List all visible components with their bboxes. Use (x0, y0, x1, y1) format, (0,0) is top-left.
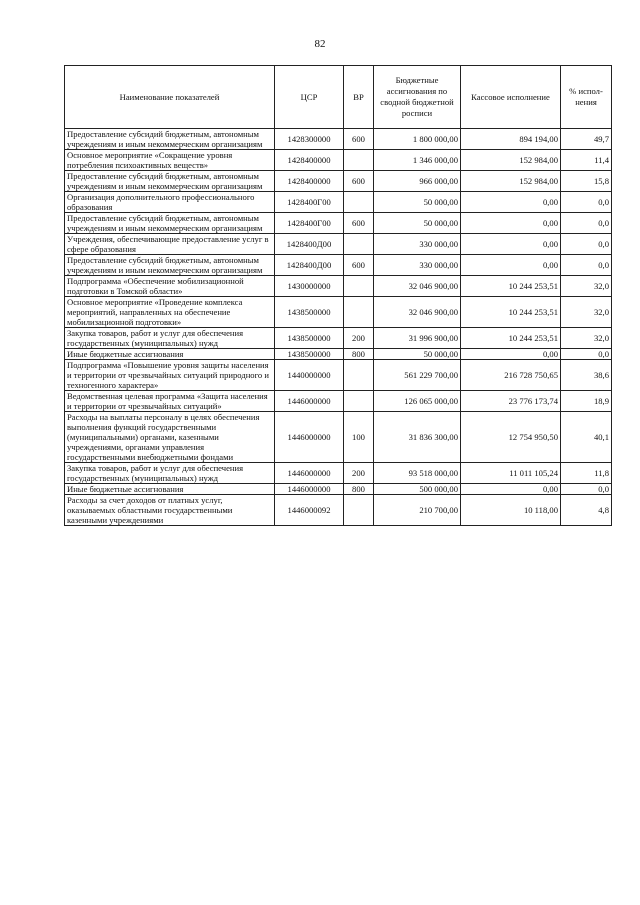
table-row (65, 276, 612, 297)
row-budget: 330 000,00 (374, 234, 461, 255)
table-row (65, 391, 612, 412)
row-cash: 23 776 173,74 (461, 391, 561, 412)
table-row (65, 234, 612, 255)
header-budget: Бюджетные ассигнования по сводной бюджетной росписи (374, 66, 461, 129)
row-budget: 50 000,00 (374, 192, 461, 213)
table-row (65, 150, 612, 171)
table-row (65, 192, 612, 213)
row-vr (344, 495, 374, 526)
row-csr: 1446000000 (275, 412, 344, 463)
row-budget: 32 046 900,00 (374, 297, 461, 328)
row-csr: 1428300000 (275, 129, 344, 150)
row-pct: 0,0 (561, 192, 612, 213)
row-pct: 0,0 (561, 213, 612, 234)
row-name: Основное мероприятие «Проведение комплекса мероприятий, направленных на обеспечение мобилизационной подготовки» (65, 297, 275, 328)
row-name: Учреждения, обеспечивающие предоставление услуг в сфере образования (65, 234, 275, 255)
row-csr: 1428400000 (275, 150, 344, 171)
row-cash: 10 118,00 (461, 495, 561, 526)
row-pct: 49,7 (561, 129, 612, 150)
row-csr: 1428400Д00 (275, 255, 344, 276)
table-row (65, 463, 612, 484)
header-vr: ВР (344, 66, 374, 129)
row-pct: 0,0 (561, 484, 612, 495)
row-csr: 1428400Г00 (275, 213, 344, 234)
row-csr: 1446000092 (275, 495, 344, 526)
table-row (65, 213, 612, 234)
row-budget: 93 518 000,00 (374, 463, 461, 484)
row-vr (344, 276, 374, 297)
row-pct: 0,0 (561, 255, 612, 276)
row-name: Основное мероприятие «Сокращение уровня потребления психоактивных веществ» (65, 150, 275, 171)
row-pct: 32,0 (561, 297, 612, 328)
row-budget: 500 000,00 (374, 484, 461, 495)
row-cash: 11 011 105,24 (461, 463, 561, 484)
budget-execution-table (64, 65, 612, 526)
row-name: Расходы за счет доходов от платных услуг, оказываемых областными государственными казенными учреждениями (65, 495, 275, 526)
row-pct: 15,8 (561, 171, 612, 192)
row-vr (344, 360, 374, 391)
row-cash: 10 244 253,51 (461, 328, 561, 349)
table-row (65, 171, 612, 192)
row-pct: 40,1 (561, 412, 612, 463)
row-cash: 216 728 750,65 (461, 360, 561, 391)
table-row (65, 328, 612, 349)
row-name: Иные бюджетные ассигнования (65, 484, 275, 495)
header-cash: Кассовое исполнение (461, 66, 561, 129)
table-row (65, 495, 612, 526)
table-row (65, 297, 612, 328)
table-row (65, 255, 612, 276)
row-vr: 200 (344, 463, 374, 484)
row-vr: 200 (344, 328, 374, 349)
row-name: Предоставление субсидий бюджетным, автономным учреждениям и иным некоммерческим организациям (65, 129, 275, 150)
table-row (65, 484, 612, 495)
row-budget: 126 065 000,00 (374, 391, 461, 412)
row-budget: 1 800 000,00 (374, 129, 461, 150)
row-vr: 600 (344, 255, 374, 276)
row-name: Предоставление субсидий бюджетным, автономным учреждениям и иным некоммерческим организациям (65, 171, 275, 192)
row-budget: 1 346 000,00 (374, 150, 461, 171)
table-row (65, 412, 612, 463)
row-name: Иные бюджетные ассигнования (65, 349, 275, 360)
row-cash: 0,00 (461, 484, 561, 495)
table-body (65, 129, 612, 526)
row-name: Ведомственная целевая программа «Защита населения и территории от чрезвычайных ситуаций» (65, 391, 275, 412)
row-budget: 32 046 900,00 (374, 276, 461, 297)
row-csr: 1428400Г00 (275, 192, 344, 213)
row-vr: 800 (344, 484, 374, 495)
row-budget: 31 836 300,00 (374, 412, 461, 463)
table-row (65, 349, 612, 360)
row-name: Закупка товаров, работ и услуг для обеспечения государственных (муниципальных) нужд (65, 463, 275, 484)
row-pct: 18,9 (561, 391, 612, 412)
row-budget: 210 700,00 (374, 495, 461, 526)
row-pct: 0,0 (561, 234, 612, 255)
row-csr: 1438500000 (275, 328, 344, 349)
row-cash: 10 244 253,51 (461, 276, 561, 297)
header-pct: % испол-нения (561, 66, 612, 129)
row-pct: 32,0 (561, 328, 612, 349)
row-vr: 800 (344, 349, 374, 360)
row-cash: 0,00 (461, 213, 561, 234)
table-row (65, 129, 612, 150)
row-pct: 38,6 (561, 360, 612, 391)
row-cash: 0,00 (461, 234, 561, 255)
row-cash: 10 244 253,51 (461, 297, 561, 328)
row-vr (344, 297, 374, 328)
row-budget: 330 000,00 (374, 255, 461, 276)
row-pct: 0,0 (561, 349, 612, 360)
row-vr: 600 (344, 171, 374, 192)
row-csr: 1438500000 (275, 349, 344, 360)
row-csr: 1430000000 (275, 276, 344, 297)
row-csr: 1446000000 (275, 391, 344, 412)
row-pct: 11,8 (561, 463, 612, 484)
row-vr (344, 150, 374, 171)
table-row (65, 360, 612, 391)
row-name: Расходы на выплаты персоналу в целях обеспечения выполнения функций государственными (муниципальными) органами, казенными учреждениями, органами управления государственными внебюджетными фондами (65, 412, 275, 463)
page-number: 82 (314, 38, 326, 50)
row-budget: 31 996 900,00 (374, 328, 461, 349)
row-name: Подпрограмма «Обеспечение мобилизационной подготовки в Томской области» (65, 276, 275, 297)
row-name: Подпрограмма «Повышение уровня защиты населения и территории от чрезвычайных ситуаций природного и техногенного характера» (65, 360, 275, 391)
row-budget: 50 000,00 (374, 213, 461, 234)
row-cash: 0,00 (461, 255, 561, 276)
row-cash: 152 984,00 (461, 171, 561, 192)
header-name: Наименование показателей (65, 66, 275, 129)
row-csr: 1446000000 (275, 463, 344, 484)
row-vr (344, 391, 374, 412)
table-header-row (65, 66, 612, 129)
row-pct: 11,4 (561, 150, 612, 171)
row-csr: 1428400Д00 (275, 234, 344, 255)
row-pct: 32,0 (561, 276, 612, 297)
row-budget: 50 000,00 (374, 349, 461, 360)
row-cash: 894 194,00 (461, 129, 561, 150)
row-name: Предоставление субсидий бюджетным, автономным учреждениям и иным некоммерческим организациям (65, 213, 275, 234)
row-csr: 1428400000 (275, 171, 344, 192)
row-cash: 0,00 (461, 349, 561, 360)
row-pct: 4,8 (561, 495, 612, 526)
row-vr (344, 234, 374, 255)
row-csr: 1440000000 (275, 360, 344, 391)
row-budget: 561 229 700,00 (374, 360, 461, 391)
row-vr: 600 (344, 213, 374, 234)
header-csr: ЦСР (275, 66, 344, 129)
row-name: Предоставление субсидий бюджетным, автономным учреждениям и иным некоммерческим организациям (65, 255, 275, 276)
row-budget: 966 000,00 (374, 171, 461, 192)
row-csr: 1438500000 (275, 297, 344, 328)
row-cash: 152 984,00 (461, 150, 561, 171)
row-name: Организация дополнительного профессионального образования (65, 192, 275, 213)
row-vr (344, 192, 374, 213)
row-vr: 100 (344, 412, 374, 463)
row-cash: 0,00 (461, 192, 561, 213)
row-vr: 600 (344, 129, 374, 150)
row-cash: 12 754 950,50 (461, 412, 561, 463)
row-name: Закупка товаров, работ и услуг для обеспечения государственных (муниципальных) нужд (65, 328, 275, 349)
row-csr: 1446000000 (275, 484, 344, 495)
